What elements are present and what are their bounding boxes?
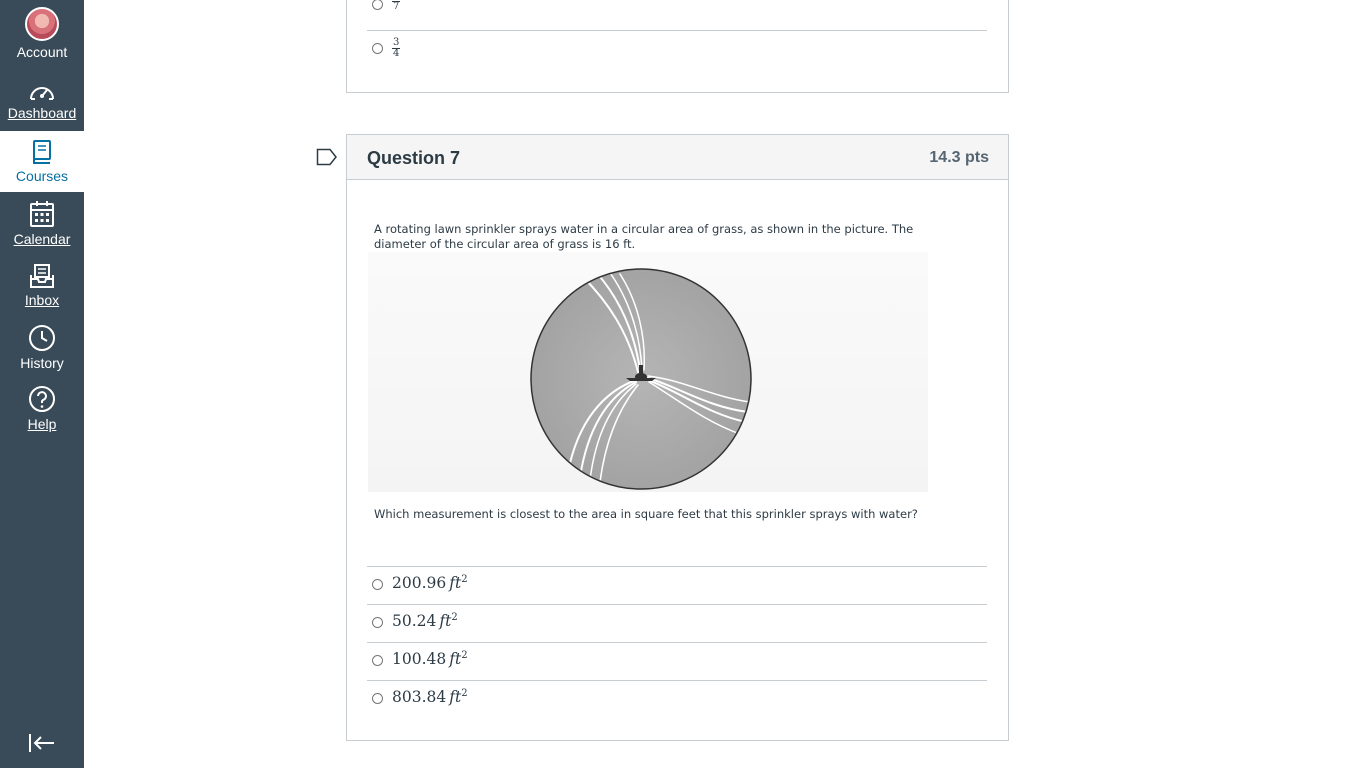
answer-exponent: 2 (451, 612, 458, 623)
flag-question-button[interactable] (316, 148, 338, 171)
answer-exponent: 2 (461, 574, 468, 585)
answer-value: 803.84 (392, 688, 447, 707)
nav-inbox-label: Inbox (24, 292, 60, 308)
answer-unit: ft (449, 650, 462, 669)
nav-inbox[interactable] (0, 263, 84, 311)
fraction-denominator: 7 (393, 1, 400, 12)
nav-dashboard-label: Dashboard (7, 105, 77, 121)
prev-option-1-fraction (392, 0, 400, 12)
answer-exponent: 2 (461, 688, 468, 699)
calendar-icon (29, 200, 55, 228)
answer-option[interactable] (367, 680, 987, 719)
answer-value: 50.24 (392, 612, 437, 631)
answer-option[interactable] (367, 642, 987, 681)
nav-calendar-label: Calendar (13, 231, 71, 247)
answer-exponent: 2 (461, 650, 468, 661)
help-icon (28, 385, 56, 413)
nav-history[interactable] (0, 324, 84, 372)
question-points: 14.3 pts (929, 149, 989, 166)
question-title: Question 7 (367, 148, 461, 168)
answer-unit: ft (439, 612, 452, 631)
answer-label (392, 650, 468, 668)
collapse-arrow-icon (28, 732, 56, 754)
fraction-denominator: 4 (393, 48, 400, 59)
prev-option-2-fraction (392, 38, 400, 59)
nav-courses[interactable] (0, 131, 84, 192)
answer-value: 100.48 (392, 650, 447, 669)
answer-label (392, 612, 458, 630)
nav-account-label: Account (16, 44, 68, 60)
answer-radio[interactable] (372, 579, 383, 590)
question-subprompt: Which measurement is closest to the area in square feet that this sprinkler sprays with water? (374, 507, 918, 521)
answer-radio[interactable] (372, 655, 383, 666)
nav-help-label: Help (27, 416, 57, 432)
nav-history-label: History (20, 355, 64, 371)
question-header (347, 135, 1008, 180)
answer-label (392, 688, 468, 706)
answer-unit: ft (449, 688, 462, 707)
nav-dashboard[interactable] (0, 82, 84, 124)
prev-option-2-radio[interactable] (372, 43, 383, 54)
answer-option[interactable] (367, 604, 987, 643)
collapse-nav-button[interactable] (28, 732, 56, 754)
question-prompt: A rotating lawn sprinkler sprays water in a circular area of grass, as shown in the picture. The diameter of the circular area of grass is 16 ft. (374, 222, 914, 251)
answer-value: 200.96 (392, 574, 447, 593)
global-nav (0, 0, 84, 768)
answer-option[interactable] (367, 566, 987, 605)
bookmark-flag-icon (316, 148, 338, 166)
prev-option-1-radio[interactable] (372, 0, 383, 10)
fraction-numerator: 3 (393, 37, 400, 48)
nav-help[interactable] (0, 385, 84, 433)
dashboard-icon (28, 82, 56, 102)
history-clock-icon (28, 324, 56, 352)
answer-label (392, 574, 468, 592)
nav-calendar[interactable] (0, 200, 84, 248)
answer-radio[interactable] (372, 693, 383, 704)
inbox-icon (29, 263, 55, 289)
answer-radio[interactable] (372, 617, 383, 628)
avatar (25, 7, 59, 41)
courses-icon (30, 139, 54, 165)
nav-courses-label: Courses (15, 168, 69, 184)
previous-question-card (346, 0, 1009, 93)
sprinkler-illustration (368, 252, 928, 492)
divider (367, 30, 987, 31)
sprinkler-figure (368, 252, 928, 492)
nav-account[interactable] (0, 7, 84, 65)
answer-unit: ft (449, 574, 462, 593)
